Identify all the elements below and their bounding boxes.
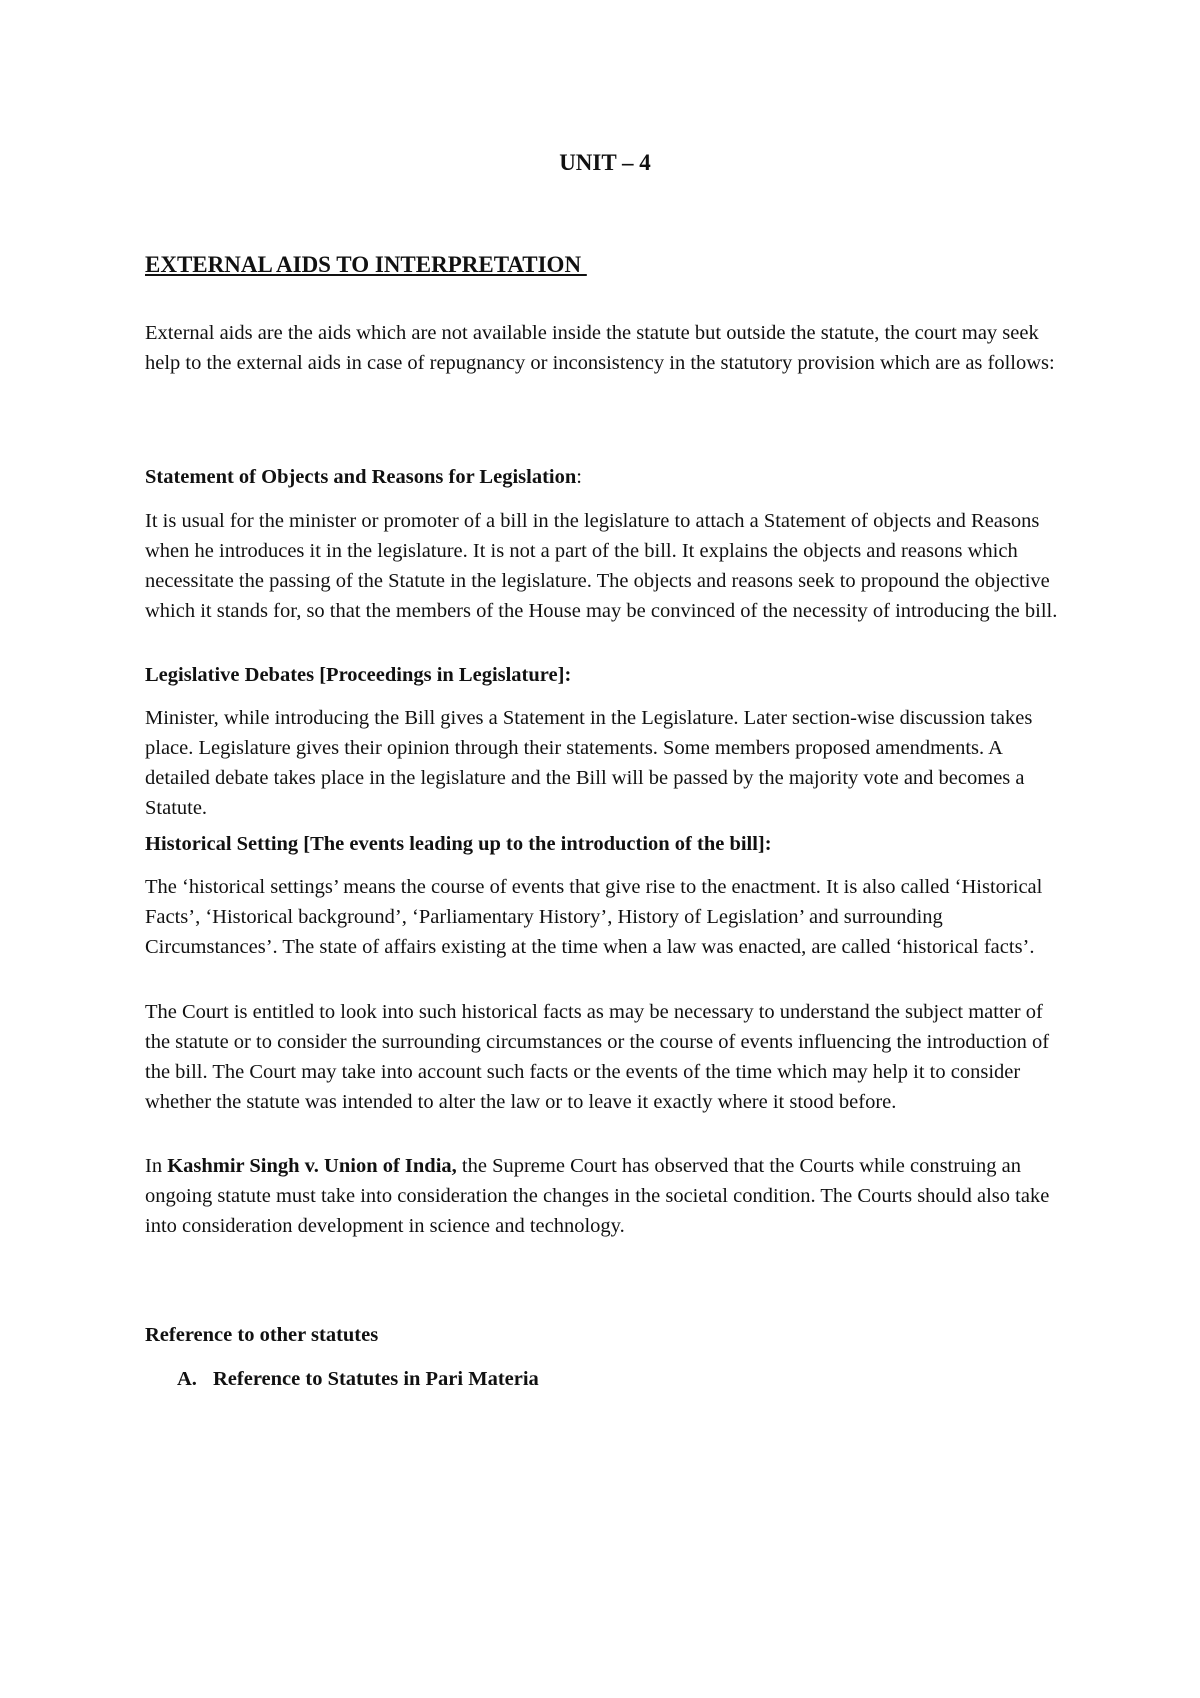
- debates-heading: [145, 660, 571, 690]
- case-name: Kashmir Singh v. Union of India,: [167, 1155, 457, 1177]
- debates-heading-text: Legislative Debates [Proceedings in Legislature]:: [145, 664, 572, 686]
- objects-heading: [145, 462, 582, 492]
- objects-paragraph: It is usual for the minister or promoter of a bill in the legislature to attach a Statement of objects and Reasons when he introduces it in the legislature. It is not a part of the bill. It explains the objects and reasons which necessitate the passing of the Statute in the legislature. The objects and reasons seek to propound the objective which it stands for, so that the members of the House may be convinced of the necessity of introducing the bill.: [145, 510, 1058, 622]
- case-prefix: In: [145, 1155, 168, 1177]
- reference-heading: [145, 1320, 378, 1350]
- historical-paragraph-2: The Court is entitled to look into such historical facts as may be necessary to understand the subject matter of the statute or to consider the surrounding circumstances or the course of events influencing the introduction of the bill. The Court may take into account such facts or the events of the time which may help it to consider whether the statute was intended to alter the law or to leave it exactly where it stood before.: [145, 1001, 1050, 1113]
- case-paragraph: [145, 1151, 1065, 1241]
- case-body: the Supreme Court has observed that the Courts while construing an ongoing statute must take into consideration the changes in the societal condition. The Courts should also take into consideration development in science and technology.: [145, 1155, 1050, 1237]
- unit-title: UNIT – 4: [559, 150, 651, 175]
- list-marker: A.: [177, 1368, 197, 1390]
- historical-paragraph-1: The ‘historical settings’ means the course of events that give rise to the enactment. It is also called ‘Historical Facts’, ‘Historical background’, ‘Parliamentary History’, History of Legislation’ and surrounding Circumstances’. The state of affairs existing at the time when a law was enacted, are called ‘historical facts’.: [145, 876, 1043, 958]
- list-item: [177, 1364, 539, 1394]
- historical-heading: [145, 829, 772, 859]
- debates-paragraph: Minister, while introducing the Bill gives a Statement in the Legislature. Later section-wise discussion takes place. Legislature gives their opinion through their statements. Some members proposed amendments. A detailed debate takes place in the legislature and the Bill will be passed by the majority vote and becomes a Statute.: [145, 707, 1033, 819]
- list-item-label: Reference to Statutes in Pari Materia: [213, 1368, 539, 1390]
- intro-paragraph: External aids are the aids which are not available inside the statute but outside the statute, the court may seek help to the external aids in case of repugnancy or inconsistency in the statutory provision which are as follows:: [145, 322, 1055, 374]
- main-heading: EXTERNAL AIDS TO INTERPRETATION: [145, 252, 587, 277]
- historical-heading-text: Historical Setting [The events leading up to the introduction of the bill]:: [145, 833, 772, 855]
- objects-heading-text: Statement of Objects and Reasons for Legislation: [145, 466, 577, 488]
- objects-heading-suffix: :: [576, 466, 582, 488]
- reference-heading-text: Reference to other statutes: [145, 1324, 379, 1346]
